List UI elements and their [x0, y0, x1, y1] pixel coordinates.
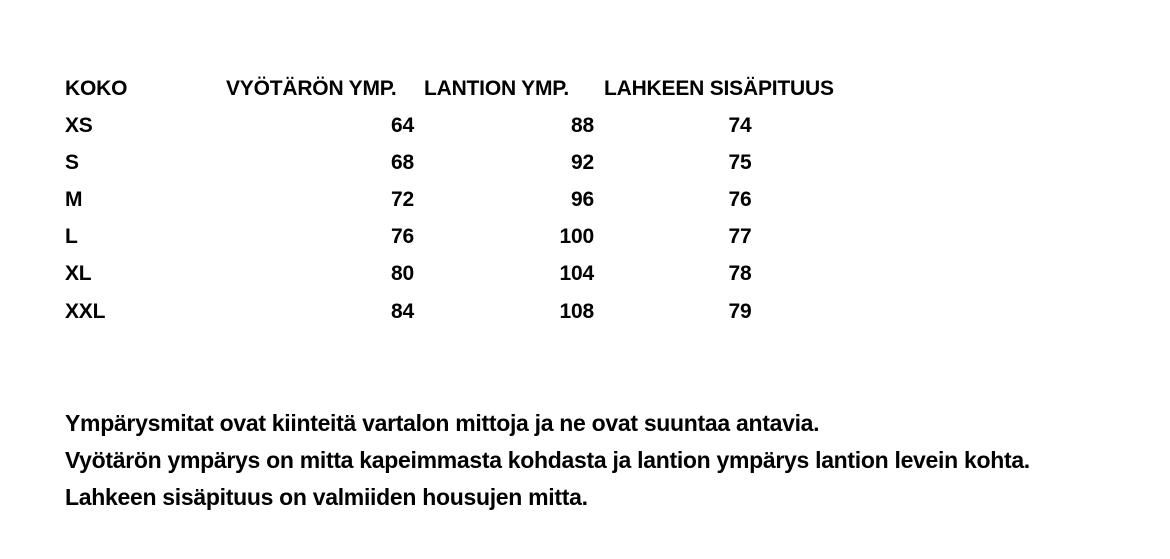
table-row [0, 222, 1170, 252]
measurement-notes [65, 405, 1165, 516]
row-inseam: 78 [728, 262, 752, 285]
note-line: Lahkeen sisäpituus on valmiiden housujen mitta. [65, 484, 588, 510]
row-inseam: 76 [728, 188, 752, 211]
row-size: M [65, 188, 83, 211]
row-hip: 96 [571, 188, 594, 211]
row-size: L [65, 225, 78, 248]
row-waist: 68 [391, 151, 414, 174]
row-hip: 100 [559, 225, 594, 248]
table-row [0, 111, 1170, 141]
table-row [0, 297, 1170, 327]
note-line: Vyötärön ympärys on mitta kapeimmasta kohdasta ja lantion ympärys lantion levein kohta. [65, 447, 1030, 473]
row-hip: 88 [571, 114, 594, 137]
table-header-row [0, 74, 1170, 104]
header-size: KOKO [65, 77, 128, 100]
row-waist: 72 [391, 188, 414, 211]
row-hip: 104 [559, 262, 594, 285]
row-size: XS [65, 114, 93, 137]
row-inseam: 77 [728, 225, 752, 248]
header-inseam: LAHKEEN SISÄPITUUS [604, 77, 834, 100]
row-waist: 84 [391, 300, 414, 323]
row-inseam: 74 [728, 114, 752, 137]
table-row [0, 185, 1170, 215]
row-inseam: 75 [728, 151, 752, 174]
row-hip: 108 [559, 300, 594, 323]
row-size: S [65, 151, 79, 174]
row-waist: 80 [391, 262, 414, 285]
table-row [0, 259, 1170, 289]
table-row [0, 148, 1170, 178]
row-inseam: 79 [728, 300, 752, 323]
header-hip: LANTION YMP. [424, 77, 570, 100]
row-hip: 92 [571, 151, 594, 174]
note-line: Ympärysmitat ovat kiinteitä vartalon mittoja ja ne ovat suuntaa antavia. [65, 410, 820, 436]
header-waist: VYÖTÄRÖN YMP. [226, 77, 397, 100]
row-size: XXL [65, 300, 106, 323]
row-size: XL [65, 262, 92, 285]
row-waist: 76 [391, 225, 414, 248]
row-waist: 64 [391, 114, 414, 137]
